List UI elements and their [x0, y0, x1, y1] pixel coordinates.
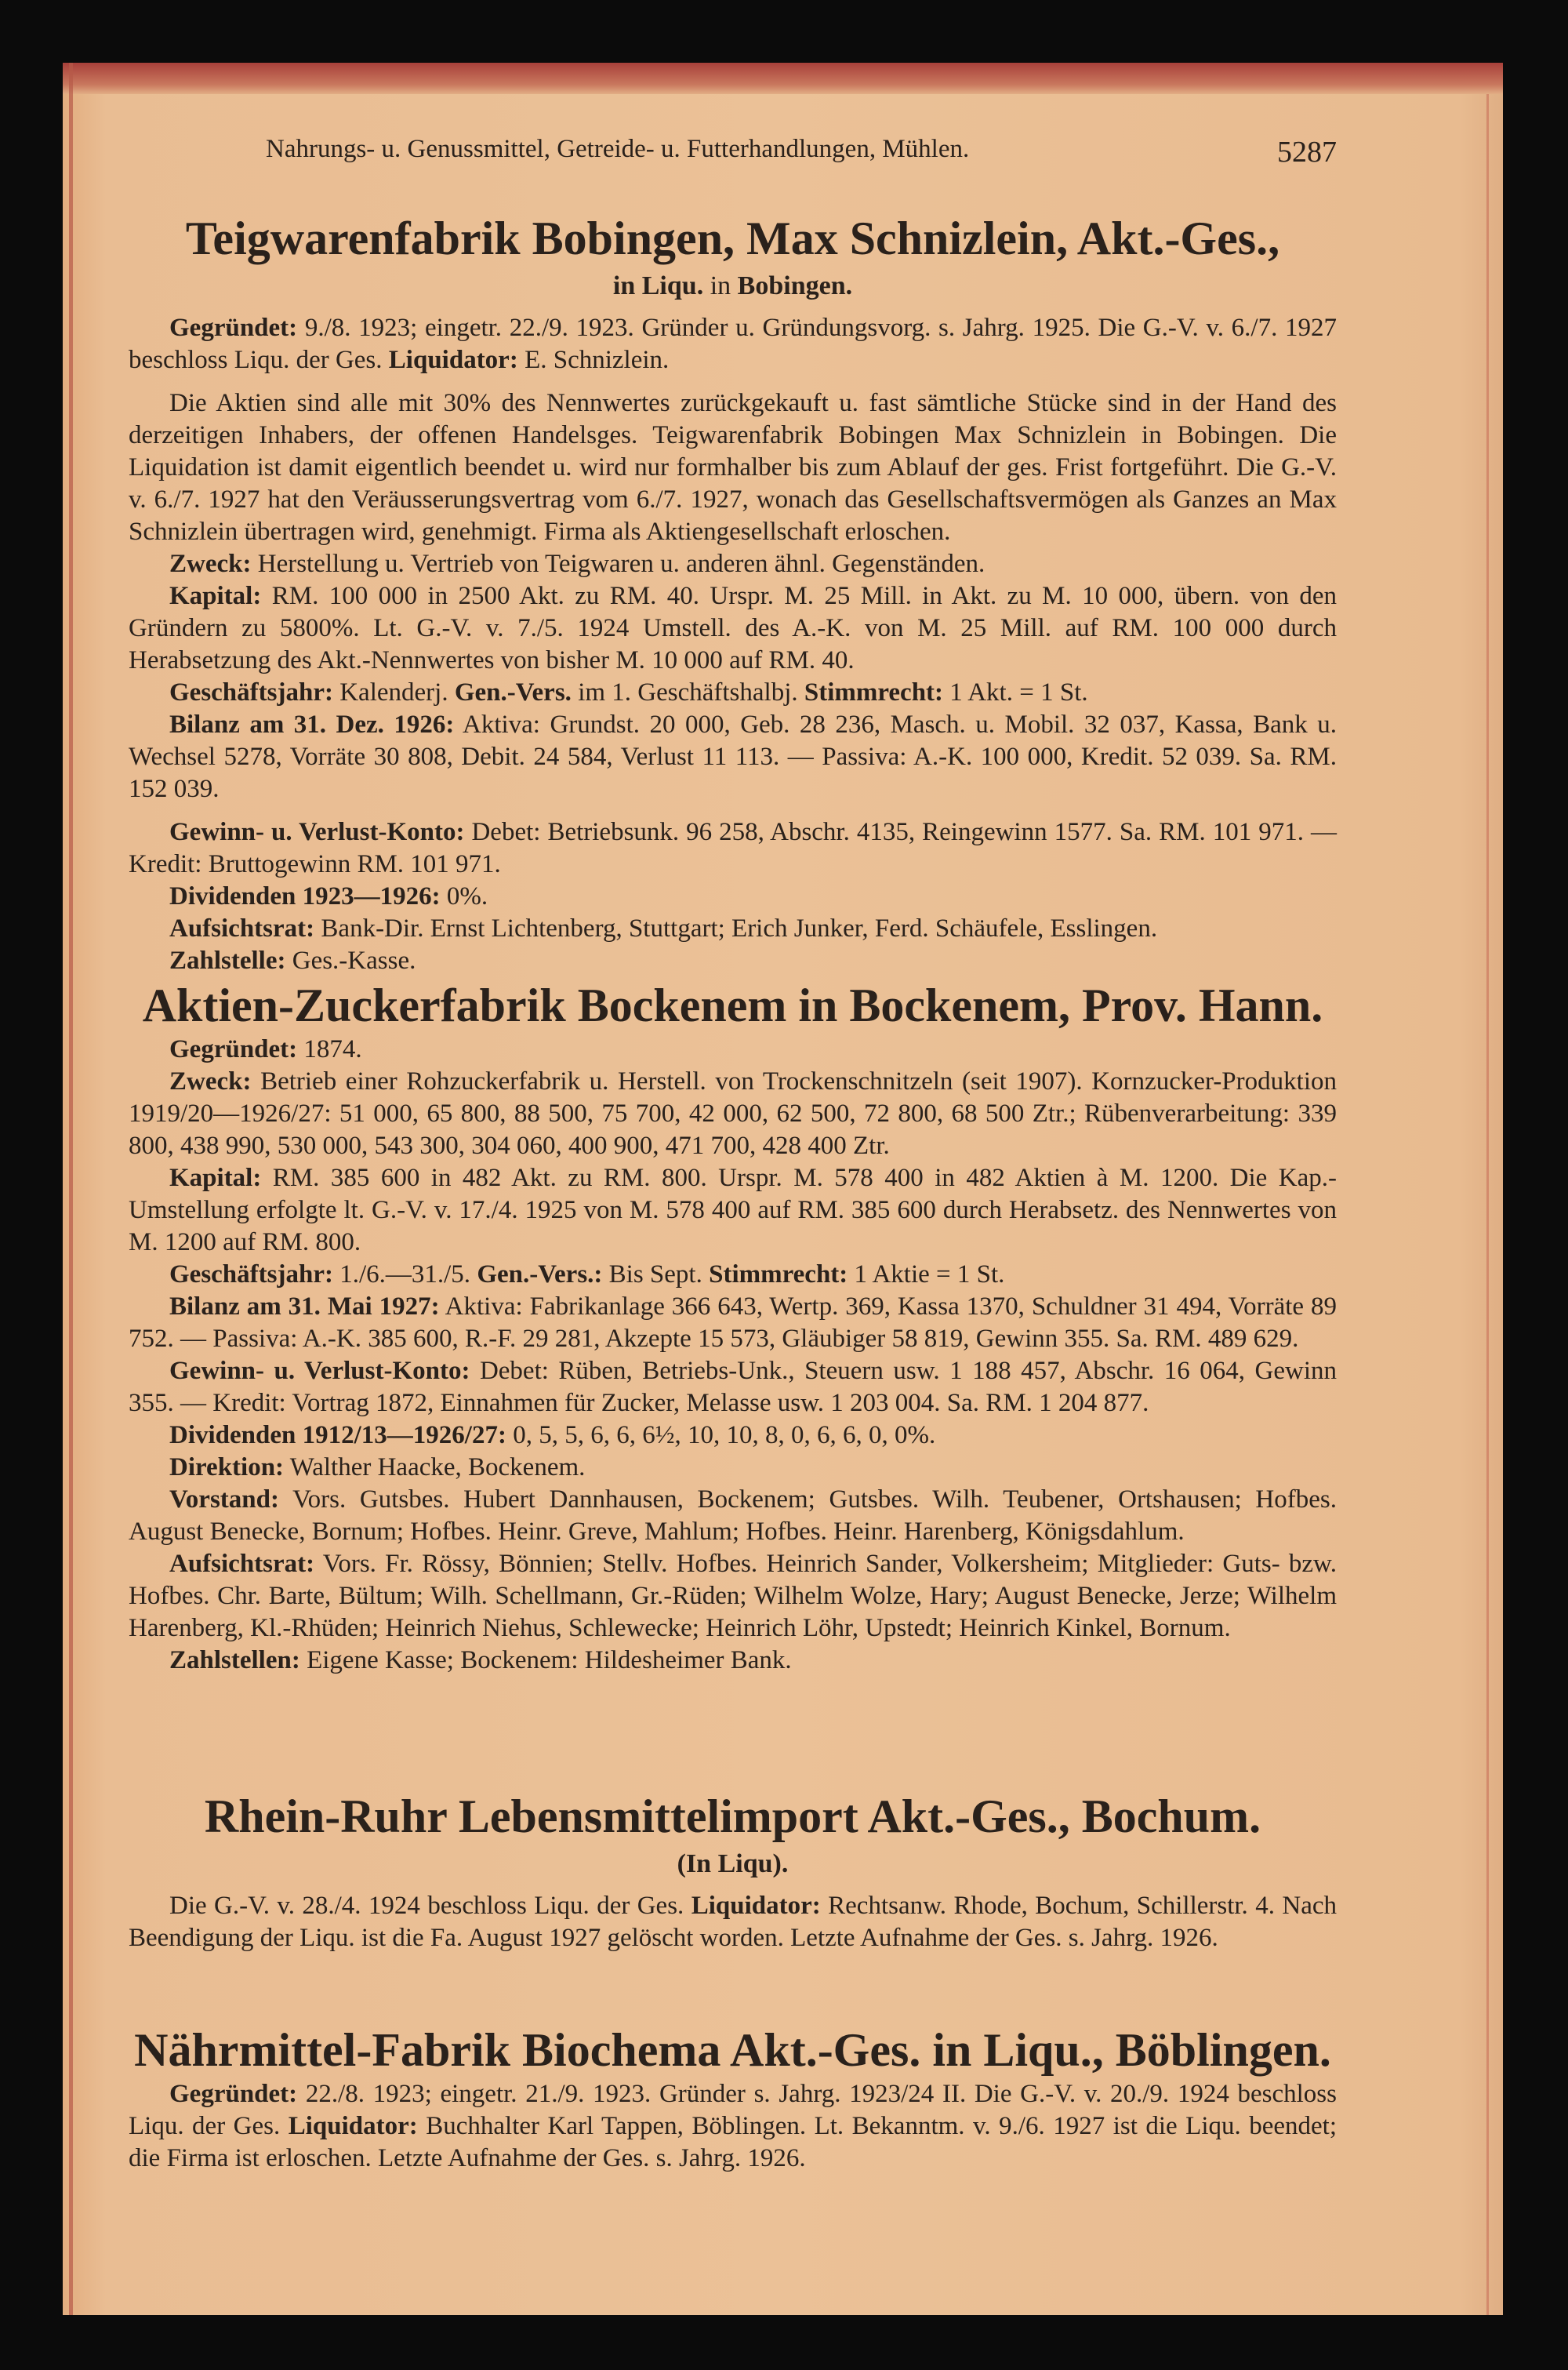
entry-paragraph — [129, 1162, 1337, 1259]
field-label: Liquidator: — [691, 1892, 821, 1920]
entry-teigwarenfabrik-bobingen — [129, 210, 1337, 977]
entry-paragraph — [129, 2078, 1337, 2175]
entry-paragraph — [129, 945, 1337, 977]
entry-paragraph — [129, 1452, 1337, 1484]
field-text: 1 Akt. = 1 St. — [943, 678, 1088, 707]
field-text: 0%. — [440, 882, 488, 911]
entry-paragraph — [129, 709, 1337, 805]
field-text: Bis Sept. — [602, 1260, 710, 1289]
entry-paragraph — [129, 387, 1337, 548]
field-text: Herstellung u. Vertrieb von Teigwaren u. anderen ähnl. Gegenständen. — [251, 550, 985, 578]
field-label: Gegründet: — [169, 2080, 298, 2108]
field-text: Rechtsanw. Rhode, Bochum, Schillerstr. 4. Nach Beendigung der Liqu. ist die Fa. August 1927 gelöscht worden. Letzte Aufnahme der Ges. s. Jahrg. 1926. — [129, 1892, 1337, 1952]
entry-paragraph — [129, 881, 1337, 913]
field-label: Dividenden 1923—1926: — [169, 882, 441, 911]
field-text: Kalenderj. — [332, 678, 455, 707]
field-text: Aktiva: Grundst. 20 000, Geb. 28 236, Masch. u. Mobil. 32 037, Kassa, Bank u. Wechsel 5278, Vorräte 30 808, Debit. 24 584, Verlust 11 113. — Passiva: A.-K. 100 000, Kredit. 52 039. Sa. RM. 152 039. — [129, 711, 1337, 803]
left-margin-line — [69, 63, 73, 2315]
entry-paragraph — [129, 677, 1337, 709]
field-label: Zahlstelle: — [169, 947, 286, 975]
field-label: Stimmrecht: — [709, 1260, 848, 1289]
field-label: Aufsichtsrat: — [169, 1550, 315, 1578]
subtitle-bold1: in Liqu. — [612, 271, 704, 300]
field-text: 1 Aktie = 1 St. — [848, 1260, 1005, 1289]
field-text: Vors. Fr. Rössy, Bönnien; Stellv. Hofbes. Heinrich Sander, Volkersheim; Mitglieder: Guts- bzw. Hofbes. Chr. Barte, Bültum; Wilh. Schellmann, Gr.-Rüden; Wilhelm Wolze, Hary; August Benecke, Jerze; Wilhelm Harenberg, Kl.-Rhüden; Heinrich Niehus, Schlewecke; Heinrich Löhr, Upstedt; Heinrich Kinkel, Bornum. — [129, 1550, 1337, 1642]
field-label: Stimmrecht: — [804, 678, 944, 707]
field-label: Geschäftsjahr: — [169, 678, 333, 707]
field-text: E. Schnizlein. — [517, 346, 670, 374]
entry-title: Teigwarenfabrik Bobingen, Max Schnizlein, Akt.-Ges., — [185, 213, 1280, 264]
field-label: Vorstand: — [169, 1485, 279, 1514]
subtitle-normal: in — [703, 271, 738, 300]
entry-paragraph — [129, 1484, 1337, 1548]
entry-paragraph — [129, 1890, 1337, 1954]
field-label: Gegründet: — [169, 1035, 298, 1063]
entry-naehrmittel-fabrik-biochema — [129, 2022, 1337, 2175]
page-number: 5287 — [1277, 136, 1337, 169]
field-text: Bank-Dir. Ernst Lichtenberg, Stuttgart; Erich Junker, Ferd. Schäufele, Esslingen. — [314, 914, 1158, 943]
entry-paragraph — [129, 1034, 1337, 1066]
field-label: Gen.-Vers.: — [477, 1260, 603, 1289]
field-label: Kapital: — [169, 582, 262, 610]
field-label: Dividenden 1912/13—1926/27: — [169, 1421, 506, 1449]
entry-title: Rhein-Ruhr Lebensmittelimport Akt.-Ges., Bochum. — [204, 1790, 1261, 1842]
entry-subtitle — [129, 267, 1337, 306]
entry-paragraph — [129, 1548, 1337, 1645]
entry-paragraph — [129, 1419, 1337, 1452]
field-label: Zahlstellen: — [169, 1646, 300, 1674]
field-text: Debet: Betriebsunk. 96 258, Abschr. 4135, Reingewinn 1577. Sa. RM. 101 971. — Kredit: Bruttogewinn RM. 101 971. — [129, 818, 1337, 878]
field-text: Buchhalter Karl Tappen, Böblingen. Lt. Bekanntm. v. 9./6. 1927 ist die Liqu. beendet; die Firma ist erloschen. Letzte Aufnahme der Ges. s. Jahrg. 1926. — [129, 2112, 1337, 2172]
field-label: Bilanz am 31. Dez. 1926: — [169, 711, 455, 739]
field-label: Liquidator: — [388, 346, 518, 374]
field-label: Gewinn- u. Verlust-Konto: — [169, 818, 465, 846]
field-label: Aufsichtsrat: — [169, 914, 315, 943]
field-text: 1874. — [297, 1035, 362, 1063]
entry-paragraph — [129, 1259, 1337, 1291]
field-label: Direktion: — [169, 1453, 285, 1481]
entry-paragraph — [129, 1291, 1337, 1355]
entry-paragraph — [129, 580, 1337, 677]
field-label: Gewinn- u. Verlust-Konto: — [169, 1357, 470, 1385]
field-text: 22./8. 1923; eingetr. 21./9. 1923. Gründer s. Jahrg. 1923/24 II. Die G.-V. v. 20./9. 1924 beschloss Liqu. der Ges. — [129, 2080, 1337, 2140]
field-label: Bilanz am 31. Mai 1927: — [169, 1292, 440, 1321]
entry-paragraph — [129, 1355, 1337, 1419]
field-text: im 1. Geschäftshalbj. — [571, 678, 804, 707]
field-text: Walther Haacke, Bockenem. — [284, 1453, 586, 1481]
entry-rhein-ruhr-lebensmittelimport — [129, 1788, 1337, 1954]
field-text: Ges.-Kasse. — [285, 947, 416, 975]
right-margin-line — [1486, 94, 1489, 2315]
field-label: Zweck: — [169, 550, 252, 578]
field-text: RM. 385 600 in 482 Akt. zu RM. 800. Urspr. M. 578 400 in 482 Aktien à M. 1200. Die Kap.-Umstellung erfolgte lt. G.-V. v. 17./4. 1925 von M. 578 400 auf RM. 385 600 durch Herabsetz. des Nennwertes von M. 1200 auf RM. 800. — [129, 1164, 1337, 1256]
field-text: Aktiva: Fabrikanlage 366 643, Wertp. 369, Kassa 1370, Schuldner 31 494, Vorräte 89 752. — Passiva: A.-K. 385 600, R.-F. 29 281, Akzepte 15 573, Gläubiger 58 819, Gewinn 355. Sa. RM. 489 629. — [129, 1292, 1337, 1353]
entry-title: Aktien-Zuckerfabrik Bockenem in Bockenem, Prov. Hann. — [142, 980, 1323, 1031]
field-text: Eigene Kasse; Bockenem: Hildesheimer Bank. — [299, 1646, 792, 1674]
field-text: Betrieb einer Rohzuckerfabrik u. Herstell. von Trockenschnitzeln (seit 1907). Kornzucker-Produktion 1919/20—1926/27: 51 000, 65 800, 88 500, 75 700, 42 000, 62 500, 72 800, 68 500 Ztr.; Rübenverarbeitung: 339 800, 438 990, 530 000, 543 300, 304 060, 400 900, 471 700, 428 400 Ztr. — [129, 1067, 1337, 1160]
entry-title: Nährmittel-Fabrik Biochema Akt.-Ges. in Liqu., Böblingen. — [134, 2024, 1331, 2076]
field-text: Die G.-V. v. 28./4. 1924 beschloss Liqu. der Ges. — [169, 1892, 691, 1920]
field-label: Gegründet: — [169, 314, 298, 342]
field-label: Geschäftsjahr: — [169, 1260, 333, 1289]
entry-subtitle — [129, 1845, 1337, 1884]
field-text: RM. 100 000 in 2500 Akt. zu RM. 40. Urspr. M. 25 Mill. in Akt. zu M. 10 000, übern. von den Gründern zu 5800%. Lt. G.-V. v. 7./5. 1924 Umstell. des A.-K. von M. 25 Mill. auf RM. 100 000 durch Herabsetzung des Akt.-Nennwertes von bisher M. 10 000 auf RM. 40. — [129, 582, 1337, 674]
entry-paragraph — [129, 312, 1337, 376]
field-text: 0, 5, 5, 6, 6, 6½, 10, 10, 8, 0, 6, 6, 0, 0%. — [506, 1421, 936, 1449]
field-text: 9./8. 1923; eingetr. 22./9. 1923. Gründer u. Gründungsvorg. s. Jahrg. 1925. Die G.-V. v. 6./7. 1927 beschloss Liqu. der Ges. — [129, 314, 1337, 374]
entry-paragraph — [129, 816, 1337, 881]
entry-zuckerfabrik-bockenem — [129, 977, 1337, 1677]
field-label: Gen.-Vers. — [454, 678, 572, 707]
entry-paragraph — [129, 913, 1337, 945]
field-label: Zweck: — [169, 1067, 252, 1096]
subtitle-bold2: Bobingen. — [737, 271, 853, 300]
binding-edge — [63, 63, 1503, 94]
field-text: 1./6.—31./5. — [332, 1260, 477, 1289]
field-text: Debet: Rüben, Betriebs-Unk., Steuern usw. 1 188 457, Abschr. 16 064, Gewinn 355. — Kredit: Vortrag 1872, Einnahmen für Zucker, Melasse usw. 1 203 004. Sa. RM. 1 204 877. — [129, 1357, 1337, 1417]
field-text: Vors. Gutsbes. Hubert Dannhausen, Bockenem; Gutsbes. Wilh. Teubener, Ortshausen; Hofbes. August Benecke, Bornum; Hofbes. Heinr. Greve, Mahlum; Hofbes. Heinr. Harenberg, Königsdahlum. — [129, 1485, 1337, 1546]
field-text: Die Aktien sind alle mit 30% des Nennwertes zurückgekauft u. fast sämtliche Stücke sind in der Hand des derzeitigen Inhabers, der offenen Handelsges. Teigwarenfabrik Bobingen Max Schnizlein in Bobingen. Die Liquidation ist damit eigentlich beendet u. wird nur formhalber bis zum Ablauf der ges. Frist fortgeführt. Die G.-V. v. 6./7. 1927 hat den Veräusserungsvertrag vom 6./7. 1927, wonach das Gesellschaftsvermögen als Ganzes an Max Schnizlein übertragen wird, genehmigt. Firma als Aktiengesellschaft erloschen. — [129, 389, 1337, 546]
entry-paragraph — [129, 1066, 1337, 1162]
field-label: Liquidator: — [288, 2112, 418, 2140]
entry-paragraph — [129, 548, 1337, 580]
entry-paragraph — [129, 1645, 1337, 1677]
subtitle-bold1: (In Liqu). — [677, 1849, 789, 1878]
field-label: Kapital: — [169, 1164, 262, 1192]
running-head-title: Nahrungs- u. Genussmittel, Getreide- u. Futterhandlungen, Mühlen. — [266, 135, 970, 163]
